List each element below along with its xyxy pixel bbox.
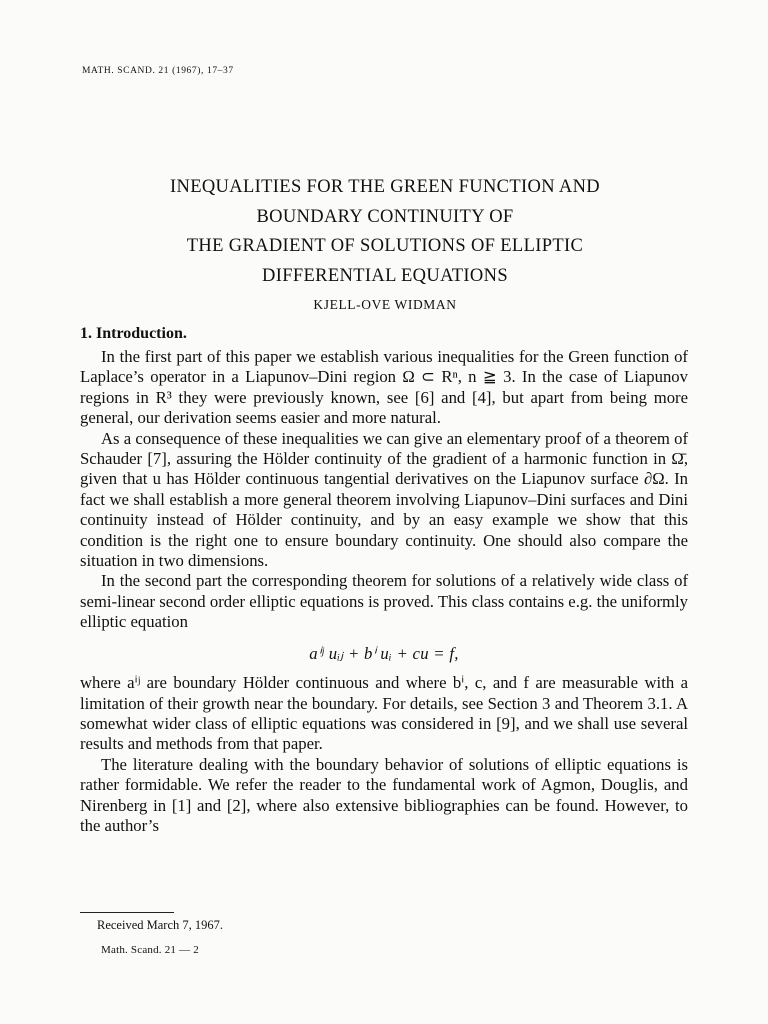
received-date: Received March 7, 1967.	[97, 918, 224, 932]
footnote-divider	[80, 912, 174, 913]
article-title	[80, 173, 690, 291]
paragraph: In the first part of this paper we establish various inequalities for the Green function of Laplace’s operator in a Liapunov–Dini region Ω ⊂ Rⁿ, n ≧ 3. In the case of Liapunov regions in R³ they were previously known, see [6] and [4], but apart from being more general, our derivation seems easier and more natural.	[80, 347, 688, 428]
body-text	[80, 347, 688, 836]
title-line: INEQUALITIES FOR THE GREEN FUNCTION AND	[169, 177, 601, 197]
section-heading: 1. Introduction.	[80, 325, 187, 342]
author-name: KJELL-OVE WIDMAN	[313, 297, 457, 312]
paragraph: The literature dealing with the boundary behavior of solutions of elliptic equations is rather formidable. We refer the reader to the fundamental work of Agmon, Douglis, and Nirenberg in [1] and [2], where also extensive bibliographies can be found. However, to the author’s	[80, 754, 688, 835]
journal-reference: MATH. SCAND. 21 (1967), 17–37	[82, 66, 234, 76]
paragraph: In the second part the corresponding theorem for solutions of a relatively wide class of semi-linear second order elliptic equations is proved. This class contains e.g. the uniformly elliptic equation	[80, 571, 688, 632]
display-equation: aⁱʲ uᵢⱼ + bⁱ uᵢ + cu = f,	[309, 643, 459, 663]
title-line: THE GRADIENT OF SOLUTIONS OF ELLIPTIC	[186, 236, 584, 256]
page-footer: Math. Scand. 21 — 2	[101, 944, 199, 956]
paragraph: As a consequence of these inequalities we can give an elementary proof of a theorem of Schauder [7], assuring the Hölder continuity of the gradient of a harmonic function in Ω̄, given that u has Hölder continuous tangential derivatives on the Liapunov surface ∂Ω. In fact we shall establish a more general theorem involving Liapunov–Dini surfaces and Dini continuity instead of Hölder continuity, and by an easy example we show that this condition is the right one to ensure boundary continuity. One should also compare the situation in two dimensions.	[80, 428, 688, 571]
title-line: DIFFERENTIAL EQUATIONS	[262, 265, 508, 286]
paragraph: where aⁱʲ are boundary Hölder continuous and where bⁱ, c, and f are measurable with a limitation of their growth near the boundary. For details, see Section 3 and Theorem 3.1. A somewhat wider class of elliptic equations was considered in [9], and we shall use several results and methods from that paper.	[80, 673, 688, 754]
title-line: BOUNDARY CONTINUITY OF	[256, 206, 514, 227]
